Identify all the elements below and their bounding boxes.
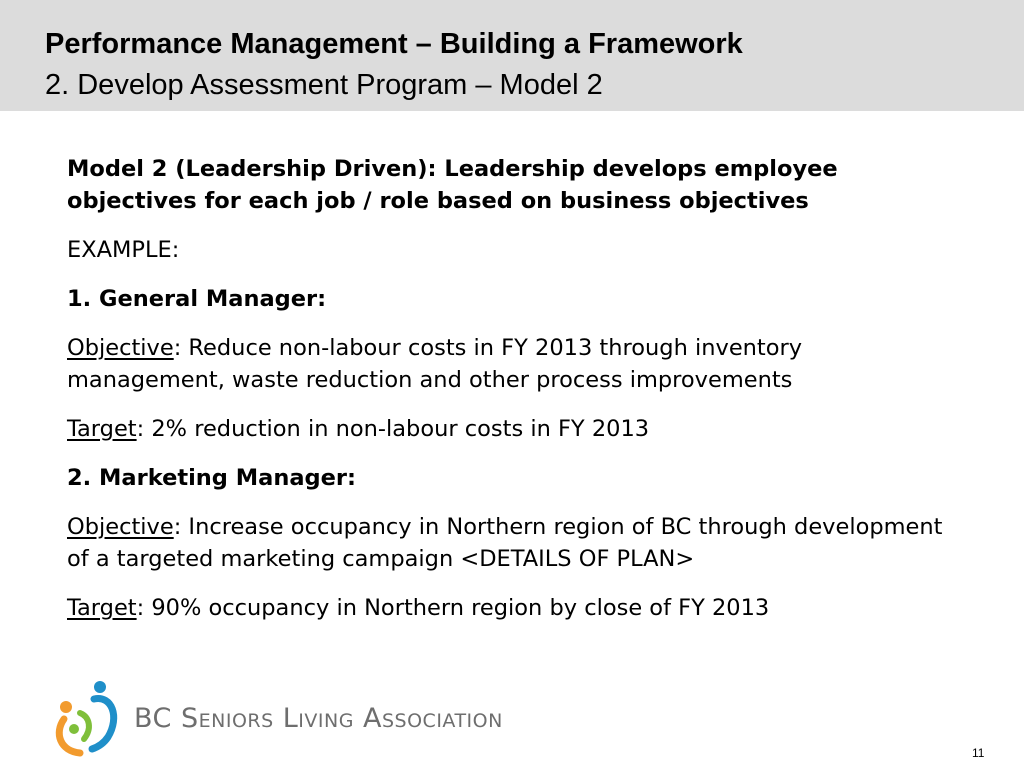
association-name: BC Seniors Living Association	[134, 703, 503, 734]
objective-general-manager	[67, 332, 967, 396]
role-heading-marketing-manager: 2. Marketing Manager:	[67, 465, 356, 491]
target-label: Target	[67, 416, 137, 442]
association-logo	[50, 677, 530, 757]
target-label: Target	[67, 595, 137, 621]
target-general-manager	[67, 413, 967, 445]
role-heading-general-manager: 1. General Manager:	[67, 286, 327, 312]
example-label: EXAMPLE:	[67, 237, 180, 263]
target-text: : 90% occupancy in Northern region by close of FY 2013	[136, 595, 770, 621]
objective-label: Objective	[67, 335, 174, 361]
slide-content	[67, 153, 967, 641]
target-marketing-manager	[67, 592, 967, 624]
objective-text: : Increase occupancy in Northern region of BC through development of a targeted marketing campaign <DETAILS OF PLAN>	[67, 514, 943, 572]
intro-paragraph: Model 2 (Leadership Driven): Leadership develops employee objectives for each job / role based on business objectives	[67, 156, 838, 214]
target-text: : 2% reduction in non-labour costs in FY 2013	[136, 416, 650, 442]
objective-label: Objective	[67, 514, 174, 540]
slide-title: Performance Management – Building a Framework	[45, 28, 743, 60]
page-number: 11	[972, 746, 985, 760]
objective-marketing-manager	[67, 511, 967, 575]
slide-subtitle: 2. Develop Assessment Program – Model 2	[45, 69, 603, 101]
objective-text: : Reduce non-labour costs in FY 2013 through inventory management, waste reduction and other process improvements	[67, 335, 803, 393]
title-bar	[0, 0, 1024, 111]
people-circle-logo-icon	[50, 677, 122, 757]
